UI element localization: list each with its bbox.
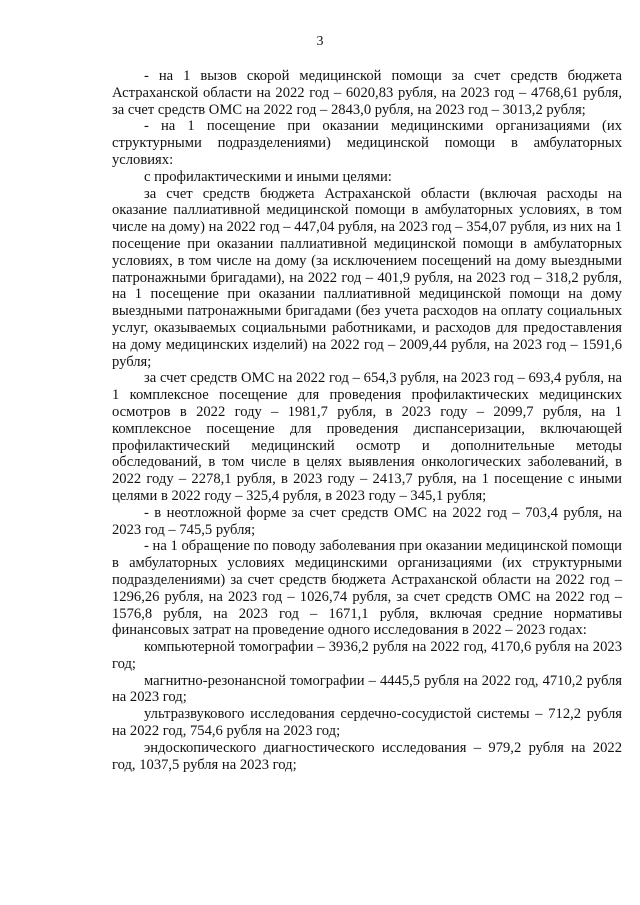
paragraph-oms-funds: за счет средств ОМС на 2022 год – 654,3 рубля, на 2023 год – 693,4 рубля, на 1 комплексное посещение для проведения профилактических медицинских осмотров в 2022 году – 1981,7 рубля, в 2023 году – 2099,7 рубля, на 1 комплексное посещение для проведения диспансеризации, включающей профилактический медицинский осмотр и дополнительные методы обследований, в том числе в целях выявления онкологических заболеваний, в 2022 году – 2278,1 рубля, в 2023 году – 2413,7 рубля, на 1 посещение с иными целями в 2022 году – 325,4 рубля, в 2023 году – 345,1 рубля; <box>112 370 622 504</box>
paragraph-ct: компьютерной томографии – 3936,2 рубля на 2022 год, 4170,6 рубля на 2023 год; <box>112 639 622 672</box>
paragraph-ambulance-call: - на 1 вызов скорой медицинской помощи за счет средств бюджета Астраханской области на 2022 год – 6020,83 рубля, на 2023 год – 4768,61 рубля, за счет средств ОМС на 2022 год – 2843,0 рубля, на 2023 год – 3013,2 рубля; <box>112 68 622 118</box>
paragraph-preventive-purposes: с профилактическими и иными целями: <box>144 168 392 185</box>
document-body <box>112 68 622 773</box>
paragraph-urgent-care: - в неотложной форме за счет средств ОМС на 2022 год – 703,4 рубля, на 2023 год – 745,5 рубля; <box>112 504 622 538</box>
paragraph-mri: магнитно-резонансной томографии – 4445,5 рубля на 2022 год, 4710,2 рубля на 2023 год; <box>112 672 622 706</box>
paragraph-ultrasound: ультразвукового исследования сердечно-сосудистой системы – 712,2 рубля на 2022 год, 754,6 рубля на 2023 год; <box>112 706 622 740</box>
page-number: 3 <box>316 34 324 49</box>
paragraph-endoscopy: эндоскопического диагностического исследования – 979,2 рубля на 2022 год, 1037,5 рубля на 2023 год; <box>112 739 622 773</box>
paragraph-disease-appeal: - на 1 обращение по поводу заболевания при оказании медицинской помощи в амбулаторных условиях медицинскими организациями (их структурными подразделениями) за счет средств бюджета Астраханской области на 2022 год – 1296,26 рубля, на 2023 год – 1026,74 рубля, за счет средств ОМС на 2022 год – 1576,8 рубля, на 2023 год – 1671,1 рубля, включая средние нормативы финансовых затрат на проведение одного исследования в 2022 – 2023 годах: <box>112 538 622 639</box>
paragraph-outpatient-visit: - на 1 посещение при оказании медицинскими организациями (их структурными подразделениями) медицинской помощи в амбулаторных условиях: <box>112 118 622 168</box>
paragraph-regional-budget: за счет средств бюджета Астраханской области (включая расходы на оказание паллиативной медицинской помощи в амбулаторных условиях, в том числе на дому) на 2022 год – 447,04 рубля, на 2023 год – 354,07 рубля, из них на 1 посещение при оказании паллиативной медицинской помощи в амбулаторных условиях, в том числе на дому (за исключением посещений на дому выездными патронажными бригадами), на 2022 год – 401,9 рубля, на 2023 год – 318,2 рубля, на 1 посещение при оказании паллиативной медицинской помощи на дому выездными патронажными бригадами (без учета расходов на оплату социальных услуг, оказываемых социальными работниками, и расходов для предоставления на дому медицинских изделий) на 2022 год – 2009,44 рубля, на 2023 год – 1591,6 рубля; <box>112 185 622 370</box>
